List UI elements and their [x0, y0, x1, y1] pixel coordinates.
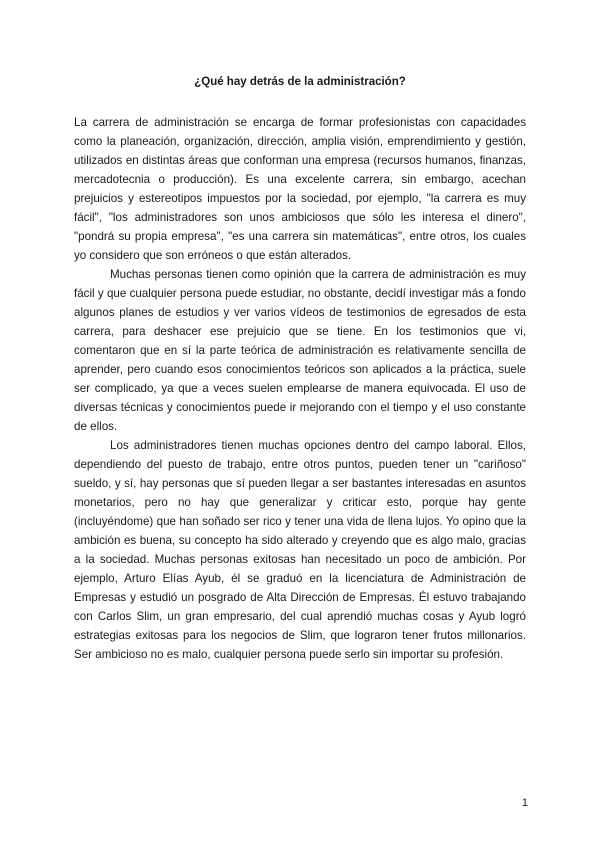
paragraph-1: La carrera de administración se encarga de formar profesionistas con capacidades como la planeación, organización, dirección, amplia visión, emprendimiento y gestión, utilizados en distintas áreas que conforman una empresa (recursos humanos, finanzas, mercadotecnia o producción). Es una excelente carrera, sin embargo, acechan prejuicios y estereotipos impuestos por la sociedad, por ejemplo, "la carrera es muy fácil", "los administradores son unos ambiciosos que sólo les interesa el dinero", "pondrá su propia empresa", "es una carrera sin matemáticas", entre otros, los cuales yo considero que son erróneos o que están alterados. — [74, 116, 526, 262]
document-body — [74, 113, 526, 664]
paragraph-2: Muchas personas tienen como opinión que la carrera de administración es muy fácil y que cualquier persona puede estudiar, no obstante, decidí investigar más a fondo algunos planes de estudios y ver varios vídeos de testimonios de egresados de esta carrera, para deshacer ese prejuicio que se tiene. En los testimonios que vi, comentaron que en sí la parte teórica de administración es relativamente sencilla de aprender, pero cuando esos conocimientos teóricos son aplicados a la práctica, suele ser complicado, ya que a veces suelen emplearse de manera equivocada. El uso de diversas técnicas y conocimientos puede ir mejorando con el tiempo y el uso constante de ellos. — [74, 268, 526, 433]
document-title: ¿Qué hay detrás de la administración? — [194, 76, 406, 88]
paragraph-3: Los administradores tienen muchas opciones dentro del campo laboral. Ellos, dependiendo del puesto de trabajo, entre otros puntos, pueden tener un "cariñoso" sueldo, y sí, hay personas que sí pueden llegar a ser bastantes interesadas en asuntos monetarios, pero no hay que generalizar y criticar esto, porque hay gente (incluyéndome) que han soñado ser rico y tener una vida de llena lujos. Yo opino que la ambición es buena, su concepto ha sido alterado y creyendo que es algo malo, gracias a la sociedad. Muchas personas exitosas han necesitado un poco de ambición. Por ejemplo, Arturo Elías Ayub, él se graduó en la licenciatura de Administración de Empresas y estudió un posgrado de Alta Dirección de Empresas. Él estuvo trabajando con Carlos Slim, un gran empresario, del cual aprendió muchas cosas y Ayub logró estrategias exitosas para los negocios de Slim, que lograron tener frutos millonarios. Ser ambicioso no es malo, cualquier persona puede serlo sin importar su profesión. — [74, 439, 526, 661]
page-number: 1 — [521, 797, 528, 809]
